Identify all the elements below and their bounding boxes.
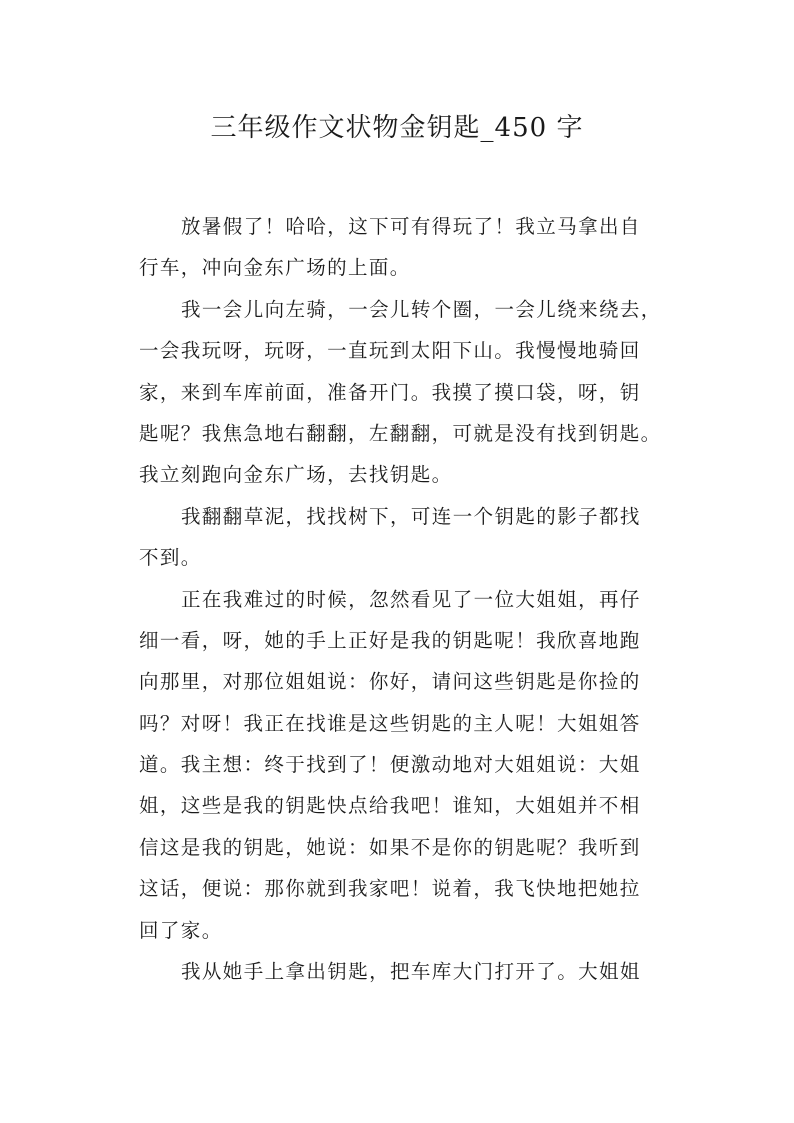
text-line: 行车，冲向金东广场的上面。 <box>139 256 411 280</box>
text-line: 这话，便说：那你就到我家吧！说着，我飞快地把她拉 <box>139 877 641 901</box>
text-line: 放暑假了！哈哈，这下可有得玩了！我立马拿出自 <box>181 215 641 238</box>
text-line: 家，来到车库前面，准备开门。我摸了摸口袋，呀，钥 <box>139 380 641 404</box>
essay-body <box>139 206 663 992</box>
text-line: 不到。 <box>139 546 202 570</box>
text-line: 吗？对呀！我正在找谁是这些钥匙的主人呢！大姐姐答 <box>139 711 641 735</box>
text-line: 道。我主想：终于找到了！便激动地对大姐姐说：大姐 <box>139 753 641 777</box>
document-title: 三年级作文状物金钥匙_450 字 <box>210 113 584 143</box>
text-line: 信这是我的钥匙，她说：如果不是你的钥匙呢？我听到 <box>139 835 641 859</box>
text-line: 匙呢？我焦急地右翻翻，左翻翻，可就是没有找到钥匙。 <box>139 421 662 445</box>
text-line: 我一会儿向左骑，一会儿转个圈，一会儿绕来绕去， <box>181 297 662 321</box>
text-line: 我从她手上拿出钥匙，把车库大门打开了。大姐姐 <box>181 960 641 984</box>
text-line: 正在我难过的时候，忽然看见了一位大姐姐，再仔 <box>181 587 641 611</box>
text-line: 向那里，对那位姐姐说：你好，请问这些钥匙是你捡的 <box>139 670 641 694</box>
text-line: 姐，这些是我的钥匙快点给我吧！谁知，大姐姐并不相 <box>139 794 641 818</box>
text-line: 细一看，呀，她的手上正好是我的钥匙呢！我欣喜地跑 <box>139 628 641 652</box>
text-line: 我翻翻草泥，找找树下，可连一个钥匙的影子都找 <box>181 504 641 528</box>
text-line: 一会我玩呀，玩呀，一直玩到太阳下山。我慢慢地骑回 <box>139 339 641 363</box>
text-line: 我立刻跑向金东广场，去找钥匙。 <box>139 463 453 487</box>
text-line: 回了家。 <box>139 918 223 942</box>
